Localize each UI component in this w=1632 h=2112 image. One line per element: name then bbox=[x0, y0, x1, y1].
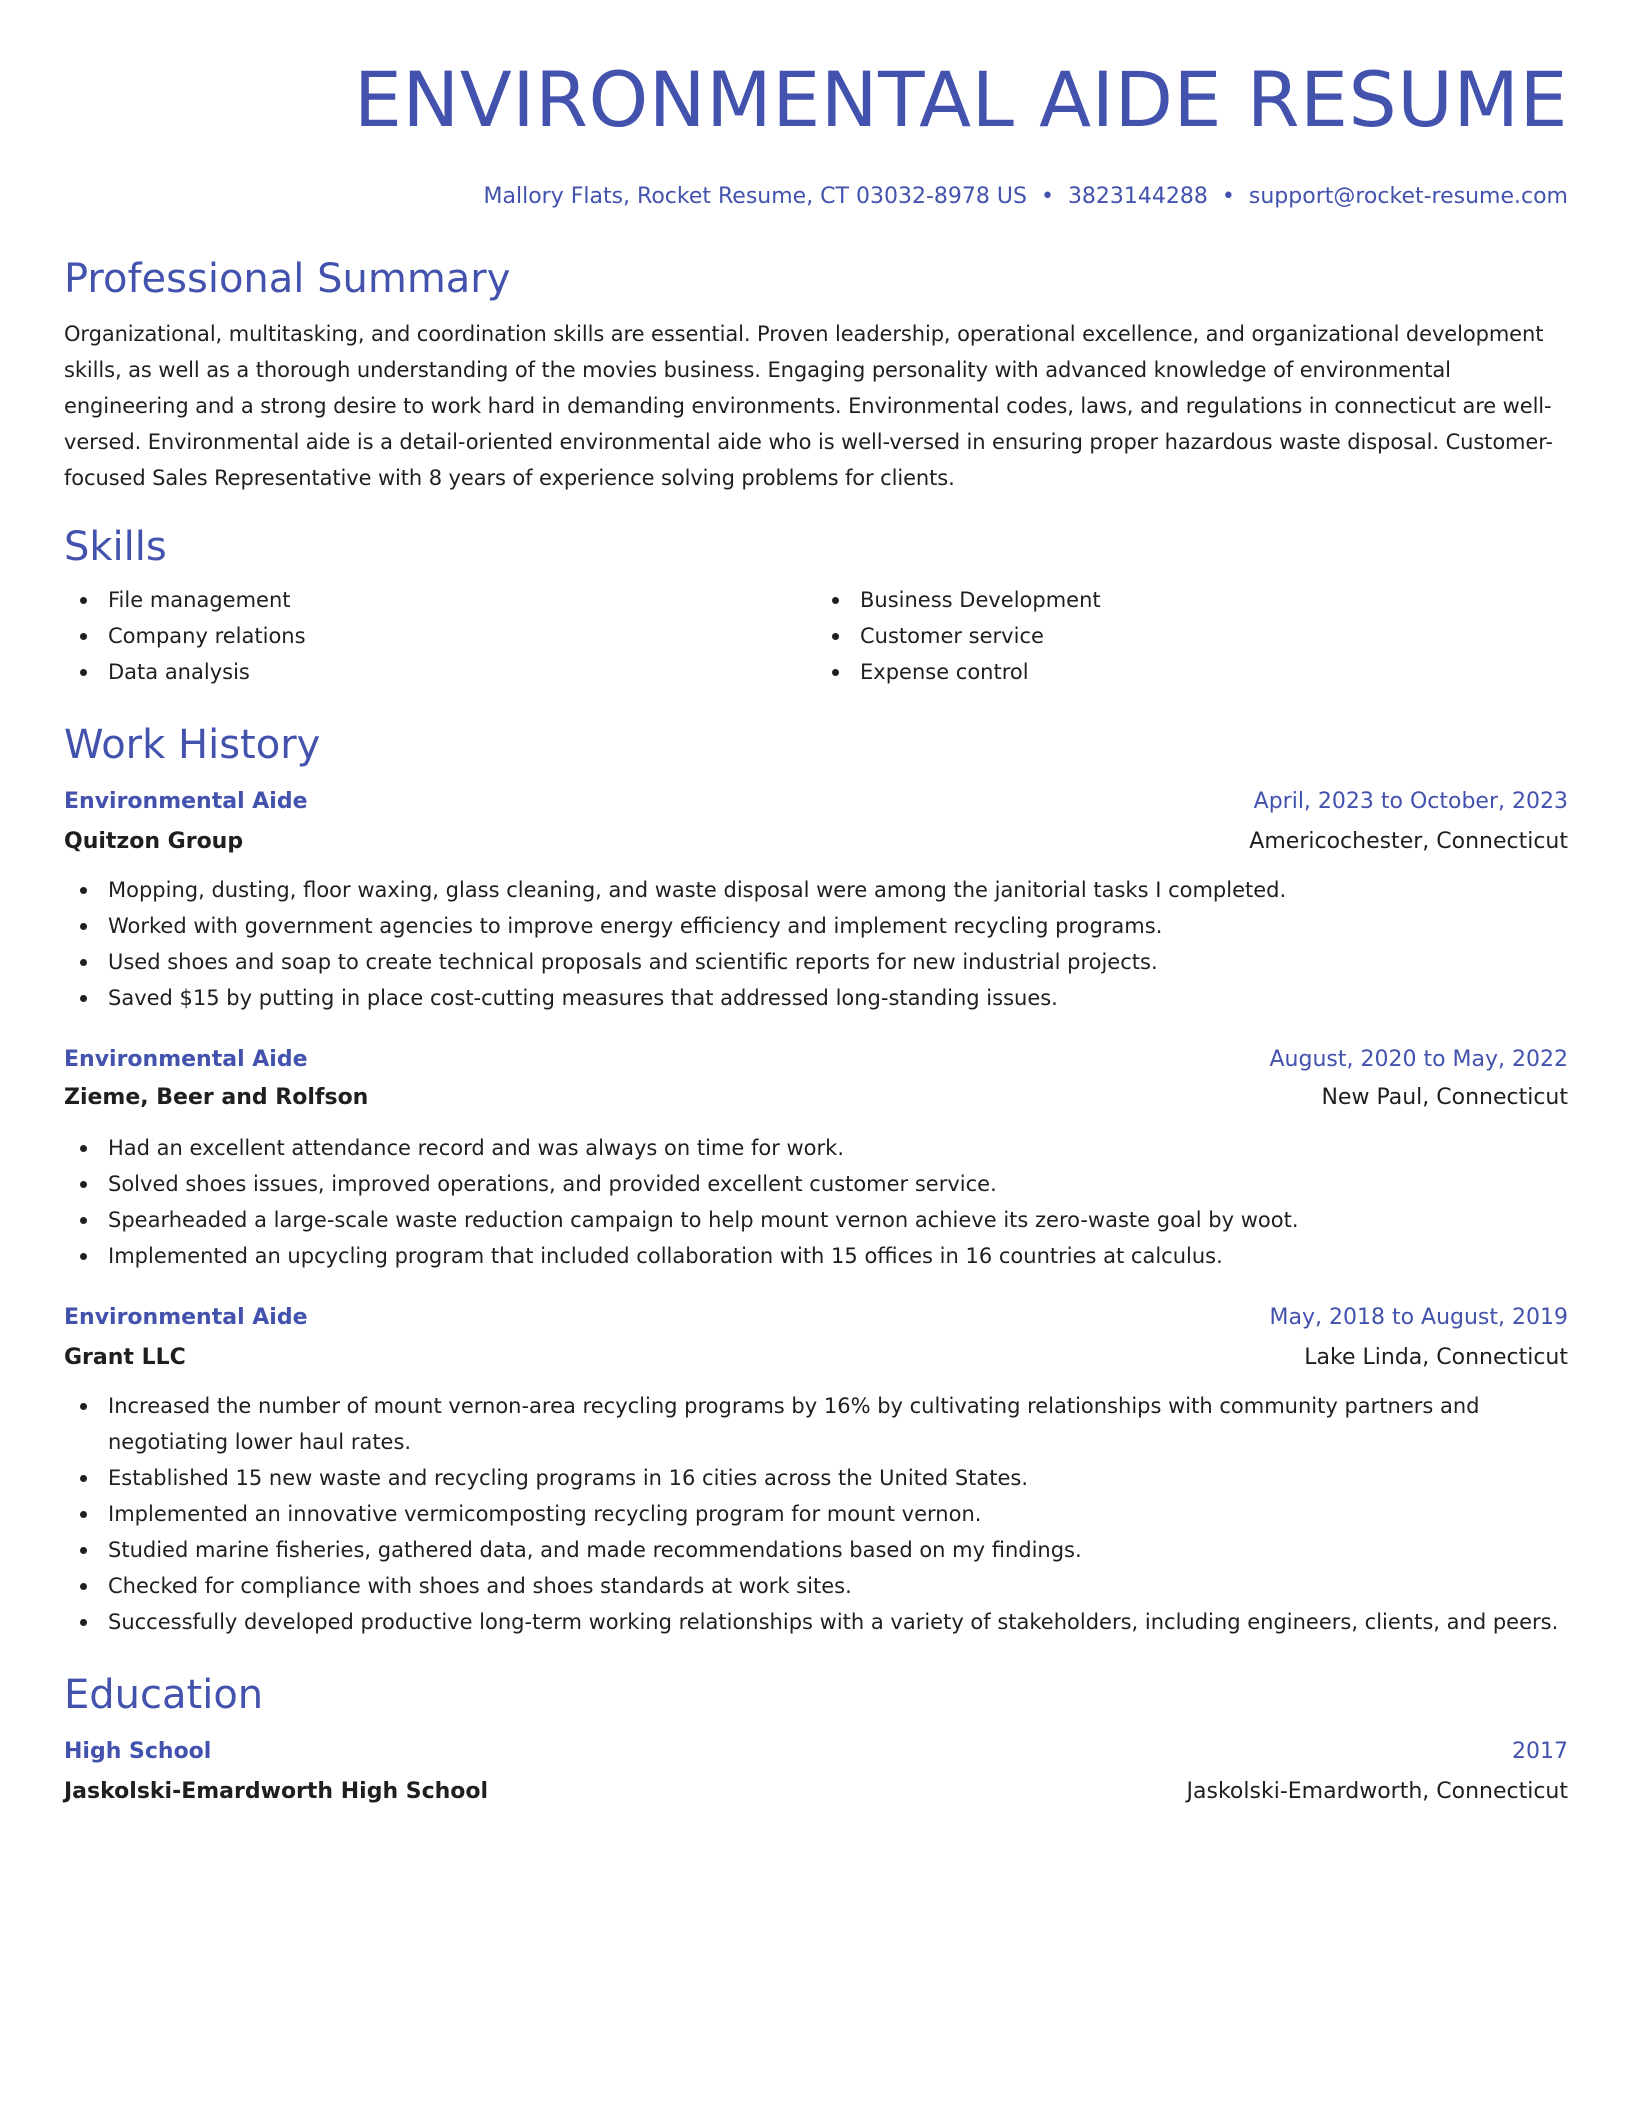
job-company: Grant LLC bbox=[64, 1345, 186, 1370]
job-bullet: Solved shoes issues, improved operations, and provided excellent customer service. bbox=[64, 1166, 1568, 1202]
job-bullet: Had an excellent attendance record and was always on time for work. bbox=[64, 1130, 1568, 1166]
job-title: Environmental Aide bbox=[64, 1047, 308, 1072]
job-title: Environmental Aide bbox=[64, 789, 308, 814]
resume-header bbox=[64, 50, 1568, 212]
job-dates: May, 2018 to August, 2019 bbox=[1269, 1305, 1568, 1330]
job-dates: August, 2020 to May, 2022 bbox=[1269, 1047, 1568, 1072]
education-school-row bbox=[64, 1774, 1568, 1810]
skill-item: Data analysis bbox=[64, 654, 816, 690]
contact-line bbox=[64, 182, 1568, 212]
job-entry bbox=[64, 1042, 1568, 1274]
education-section bbox=[64, 1670, 1568, 1810]
job-title: Environmental Aide bbox=[64, 1305, 308, 1330]
job-dates: April, 2023 to October, 2023 bbox=[1253, 789, 1568, 814]
job-bullets bbox=[64, 1388, 1568, 1640]
job-bullets bbox=[64, 1130, 1568, 1274]
job-bullet: Established 15 new waste and recycling programs in 16 cities across the United States. bbox=[64, 1460, 1568, 1496]
education-year: 2017 bbox=[1512, 1739, 1568, 1764]
job-company: Zieme, Beer and Rolfson bbox=[64, 1085, 369, 1110]
skill-item: Company relations bbox=[64, 618, 816, 654]
contact-address: Mallory Flats, Rocket Resume, CT 03032-8978 US bbox=[483, 184, 1027, 209]
education-header-row bbox=[64, 1734, 1568, 1770]
job-bullet: Checked for compliance with shoes and shoes standards at work sites. bbox=[64, 1568, 1568, 1604]
job-bullet: Increased the number of mount vernon-area recycling programs by 16% by cultivating relationships with community partners and negotiating lower haul rates. bbox=[64, 1388, 1568, 1460]
job-company: Quitzon Group bbox=[64, 829, 244, 854]
job-bullet: Mopping, dusting, floor waxing, glass cleaning, and waste disposal were among the janitorial tasks I completed. bbox=[64, 872, 1568, 908]
job-company-row bbox=[64, 824, 1568, 860]
job-bullet: Spearheaded a large-scale waste reduction campaign to help mount vernon achieve its zero-waste goal by woot. bbox=[64, 1202, 1568, 1238]
job-location: Americochester, Connecticut bbox=[1249, 829, 1568, 854]
skills-heading: Skills bbox=[64, 524, 167, 570]
page-title: ENVIRONMENTAL AIDE RESUME bbox=[353, 55, 1568, 144]
job-bullet: Saved $15 by putting in place cost-cutting measures that addressed long-standing issues. bbox=[64, 980, 1568, 1016]
summary-text: Organizational, multitasking, and coordination skills are essential. Proven leadership, operational excellence, and organizational development skills, as well as a thorough understanding of the movies business. Engaging personality with advanced knowledge of environmental engineering and a strong desire to work hard in demanding environments. Environmental codes, laws, and regulations in connecticut are well-versed. Environmental aide is a detail-oriented environmental aide who is well-versed in ensuring proper hazardous waste disposal. Customer-focused Sales Representative with 8 years of experience solving problems for clients. bbox=[64, 322, 1553, 490]
job-bullet: Studied marine fisheries, gathered data, and made recommendations based on my findings. bbox=[64, 1532, 1568, 1568]
job-header-row bbox=[64, 1300, 1568, 1336]
job-company-row bbox=[64, 1080, 1568, 1116]
education-school: Jaskolski-Emardworth High School bbox=[64, 1779, 489, 1804]
skill-item: File management bbox=[64, 582, 816, 618]
contact-separator: • bbox=[1221, 184, 1235, 209]
job-bullet: Successfully developed productive long-term working relationships with a variety of stakeholders, including engineers, clients, and peers. bbox=[64, 1604, 1568, 1640]
summary-heading: Professional Summary bbox=[64, 256, 511, 302]
job-entry bbox=[64, 1300, 1568, 1640]
job-company-row bbox=[64, 1340, 1568, 1376]
job-bullets bbox=[64, 872, 1568, 1016]
skills-section bbox=[64, 522, 1568, 690]
contact-separator: • bbox=[1040, 184, 1054, 209]
work-history-heading: Work History bbox=[64, 722, 321, 768]
job-bullet: Implemented an upcycling program that included collaboration with 15 offices in 16 countries at calculus. bbox=[64, 1238, 1568, 1274]
skills-list bbox=[64, 582, 1568, 690]
education-heading: Education bbox=[64, 1672, 264, 1718]
skill-item: Expense control bbox=[816, 654, 1568, 690]
job-location: New Paul, Connecticut bbox=[1321, 1085, 1568, 1110]
contact-phone: 3823144288 bbox=[1067, 184, 1208, 209]
skill-item: Customer service bbox=[816, 618, 1568, 654]
work-history-section bbox=[64, 720, 1568, 1640]
summary-section bbox=[64, 254, 1568, 496]
contact-email: support@rocket-resume.com bbox=[1248, 184, 1568, 209]
job-header-row bbox=[64, 784, 1568, 820]
education-degree: High School bbox=[64, 1739, 212, 1764]
skill-item: Business Development bbox=[816, 582, 1568, 618]
job-bullet: Used shoes and soap to create technical proposals and scientific reports for new industrial projects. bbox=[64, 944, 1568, 980]
job-header-row bbox=[64, 1042, 1568, 1078]
job-bullet: Worked with government agencies to improve energy efficiency and implement recycling programs. bbox=[64, 908, 1568, 944]
job-entry bbox=[64, 784, 1568, 1016]
education-location: Jaskolski-Emardworth, Connecticut bbox=[1186, 1779, 1568, 1804]
job-bullet: Implemented an innovative vermicomposting recycling program for mount vernon. bbox=[64, 1496, 1568, 1532]
job-location: Lake Linda, Connecticut bbox=[1304, 1345, 1568, 1370]
